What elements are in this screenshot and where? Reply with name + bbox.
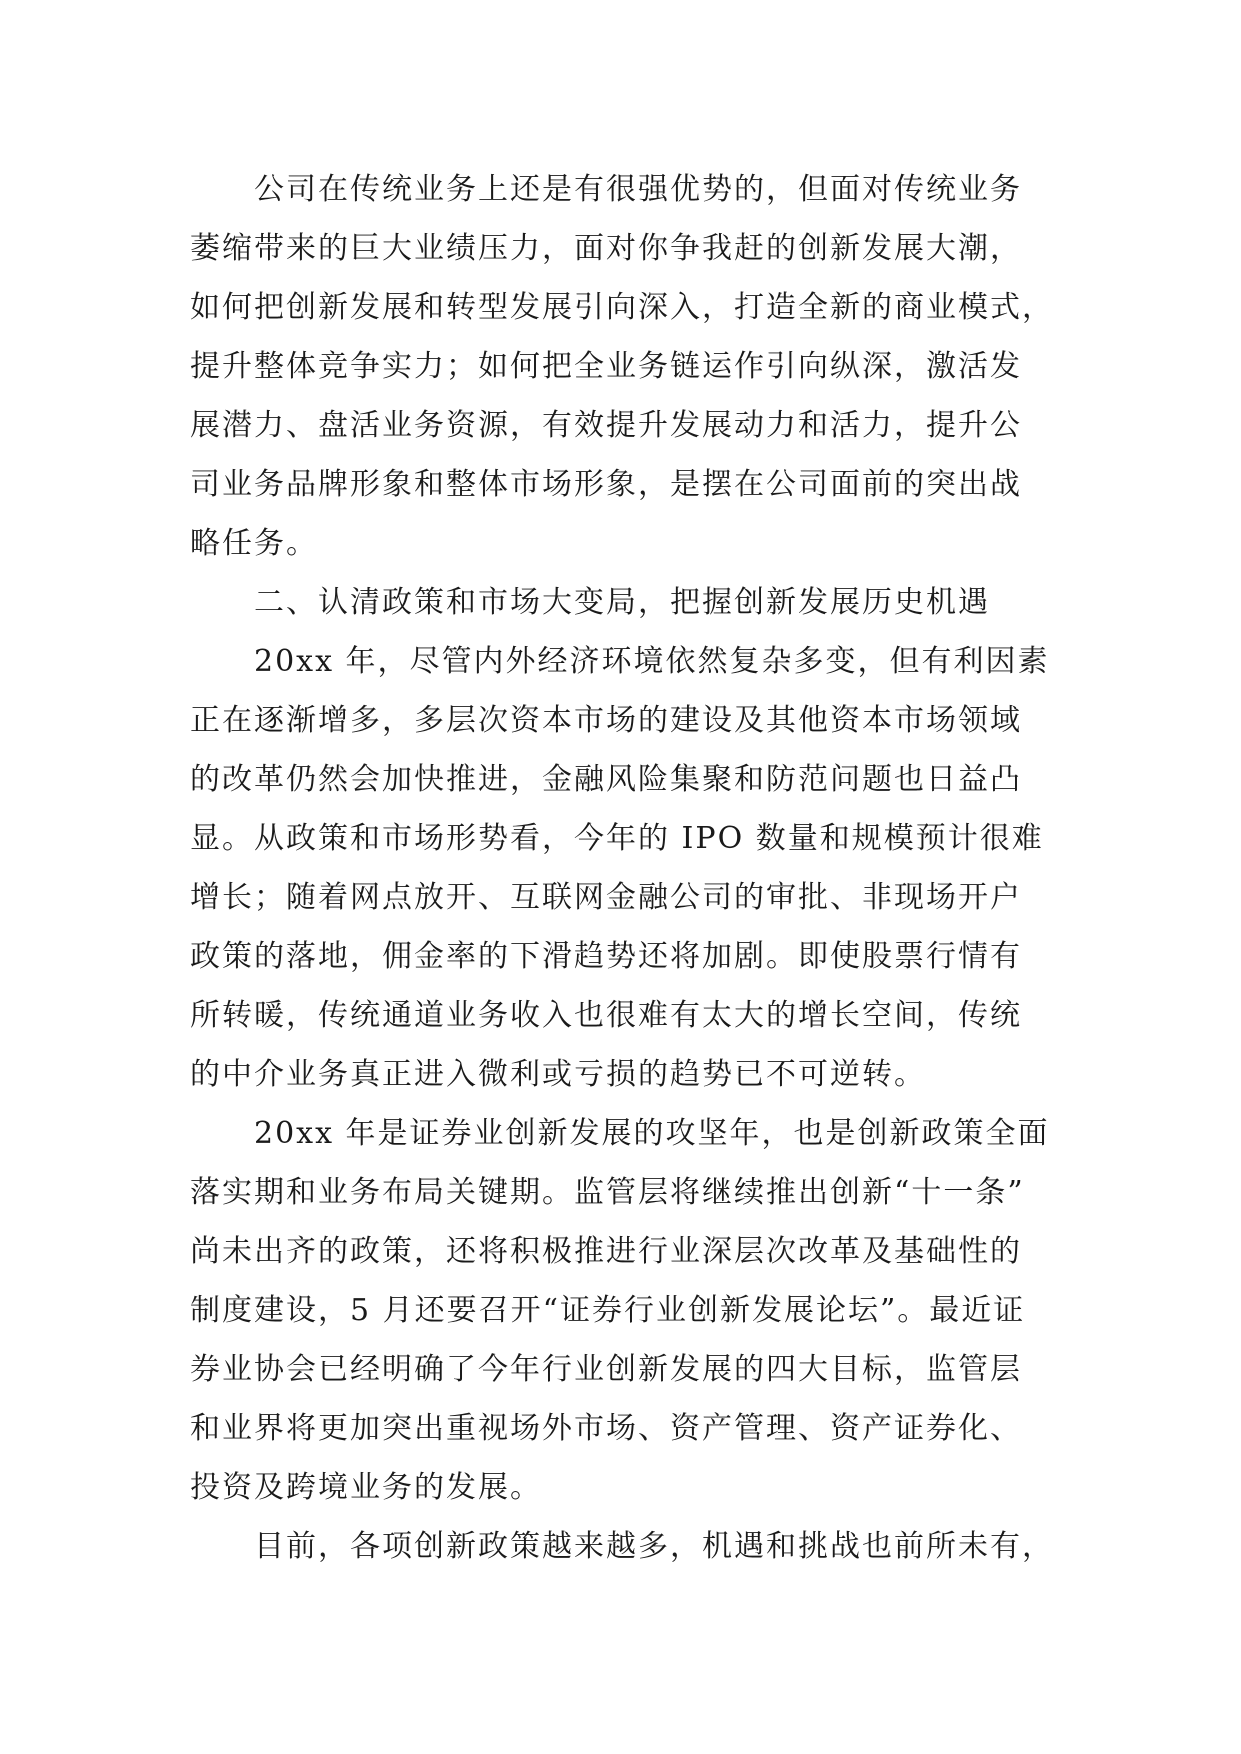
paragraph-line: 所转暖，传统通道业务收入也很难有太大的增长空间，传统 — [190, 998, 1022, 1033]
paragraph-line: 萎缩带来的巨大业绩压力，面对你争我赶的创新发展大潮， — [190, 231, 1022, 266]
paragraph-line: 政策的落地，佣金率的下滑趋势还将加剧。即使股票行情有 — [190, 939, 1022, 974]
paragraph-line: 的中介业务真正进入微利或亏损的趋势已不可逆转。 — [190, 1057, 926, 1092]
paragraph-line: 如何把创新发展和转型发展引向深入，打造全新的商业模式， — [190, 290, 1054, 325]
paragraph-line: 20xx 年，尽管内外经济环境依然复杂多变，但有利因素 — [254, 644, 1050, 679]
paragraph-line: 司业务品牌形象和整体市场形象，是摆在公司面前的突出战 — [190, 467, 1022, 502]
paragraph-line: 显。从政策和市场形势看，今年的 IPO 数量和规模预计很难 — [190, 821, 1044, 856]
paragraph-line: 增长；随着网点放开、互联网金融公司的审批、非现场开户 — [190, 880, 1022, 915]
paragraph-line: 落实期和业务布局关键期。监管层将继续推出创新“十一条” — [190, 1175, 1025, 1210]
document-body — [190, 160, 1070, 1576]
paragraph-line: 提升整体竞争实力；如何把全业务链运作引向纵深，激活发 — [190, 349, 1022, 384]
paragraph-line: 目前，各项创新政策越来越多，机遇和挑战也前所未有， — [254, 1529, 1054, 1564]
paragraph-line: 展潜力、盘活业务资源，有效提升发展动力和活力，提升公 — [190, 408, 1022, 443]
paragraph-line: 券业协会已经明确了今年行业创新发展的四大目标，监管层 — [190, 1352, 1022, 1387]
paragraph-line: 和业界将更加突出重视场外市场、资产管理、资产证券化、 — [190, 1411, 1022, 1446]
paragraph-line: 的改革仍然会加快推进，金融风险集聚和防范问题也日益凸 — [190, 762, 1022, 797]
paragraph-line: 公司在传统业务上还是有很强优势的，但面对传统业务 — [254, 172, 1022, 207]
section-heading: 二、认清政策和市场大变局，把握创新发展历史机遇 — [254, 585, 990, 620]
paragraph-line: 制度建设，5 月还要召开“证券行业创新发展论坛”。最近证 — [190, 1293, 1026, 1328]
paragraph-line: 略任务。 — [190, 526, 318, 561]
paragraph-line: 20xx 年是证券业创新发展的攻坚年，也是创新政策全面 — [254, 1116, 1050, 1151]
paragraph-line: 投资及跨境业务的发展。 — [190, 1470, 542, 1505]
paragraph-line: 尚未出齐的政策，还将积极推进行业深层次改革及基础性的 — [190, 1234, 1022, 1269]
paragraph-line: 正在逐渐增多，多层次资本市场的建设及其他资本市场领域 — [190, 703, 1022, 738]
